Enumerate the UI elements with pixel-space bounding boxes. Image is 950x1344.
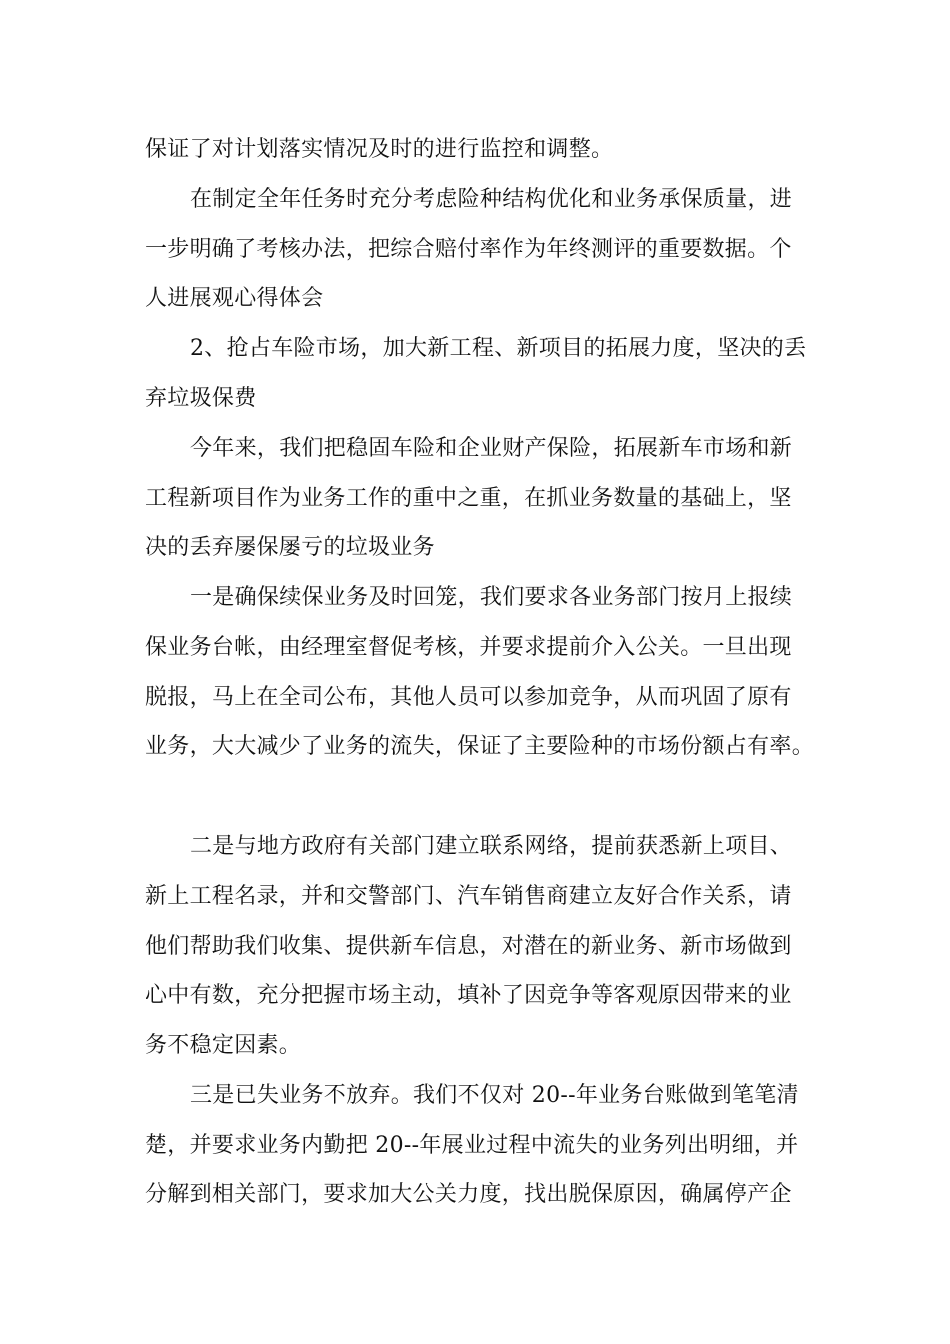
text-line: 今年来，我们把稳固车险和企业财产保险，拓展新车市场和新 bbox=[190, 436, 793, 461]
text-line: 弃垃圾保费 bbox=[145, 386, 257, 411]
text-line: 一是确保续保业务及时回笼，我们要求各业务部门按月上报续 bbox=[190, 585, 793, 610]
text-line: 一步明确了考核办法，把综合赔付率作为年终测评的重要数据。个 bbox=[145, 237, 792, 262]
text-line: 保证了对计划落实情况及时的进行监控和调整。 bbox=[145, 137, 614, 162]
text-line: 工程新项目作为业务工作的重中之重，在抓业务数量的基础上，坚 bbox=[145, 486, 792, 511]
text-line: 决的丢弃屡保屡亏的垃圾业务 bbox=[145, 535, 435, 560]
text-line: 保业务台帐，由经理室督促考核，并要求提前介入公关。一旦出现 bbox=[145, 635, 792, 660]
text-line: 在制定全年任务时充分考虑险种结构优化和业务承保质量，进 bbox=[190, 187, 793, 212]
text-line: 2、抢占车险市场，加大新工程、新项目的拓展力度，坚决的丢 bbox=[190, 336, 807, 361]
text-line: 务不稳定因素。 bbox=[145, 1033, 302, 1058]
text-line: 二是与地方政府有关部门建立联系网络，提前获悉新上项目、 bbox=[190, 834, 793, 859]
text-line: 他们帮助我们收集、提供新车信息，对潜在的新业务、新市场做到 bbox=[145, 934, 792, 959]
text-line: 三是已失业务不放弃。我们不仅对 20--年业务台账做到笔笔清 bbox=[190, 1083, 799, 1108]
text-line: 分解到相关部门，要求加大公关力度，找出脱保原因，确属停产企 bbox=[145, 1182, 792, 1207]
text-line: 楚，并要求业务内勤把 20--年展业过程中流失的业务列出明细，并 bbox=[145, 1133, 799, 1158]
text-line: 新上工程名录，并和交警部门、汽车销售商建立友好合作关系，请 bbox=[145, 884, 792, 909]
text-line: 脱报，马上在全司公布，其他人员可以参加竞争，从而巩固了原有 bbox=[145, 685, 792, 710]
text-line: 人进展观心得体会 bbox=[145, 286, 324, 311]
text-line: 业务，大大减少了业务的流失，保证了主要险种的市场份额占有率。 bbox=[145, 734, 815, 759]
text-line: 心中有数，充分把握市场主动，填补了因竞争等客观原因带来的业 bbox=[145, 983, 792, 1008]
